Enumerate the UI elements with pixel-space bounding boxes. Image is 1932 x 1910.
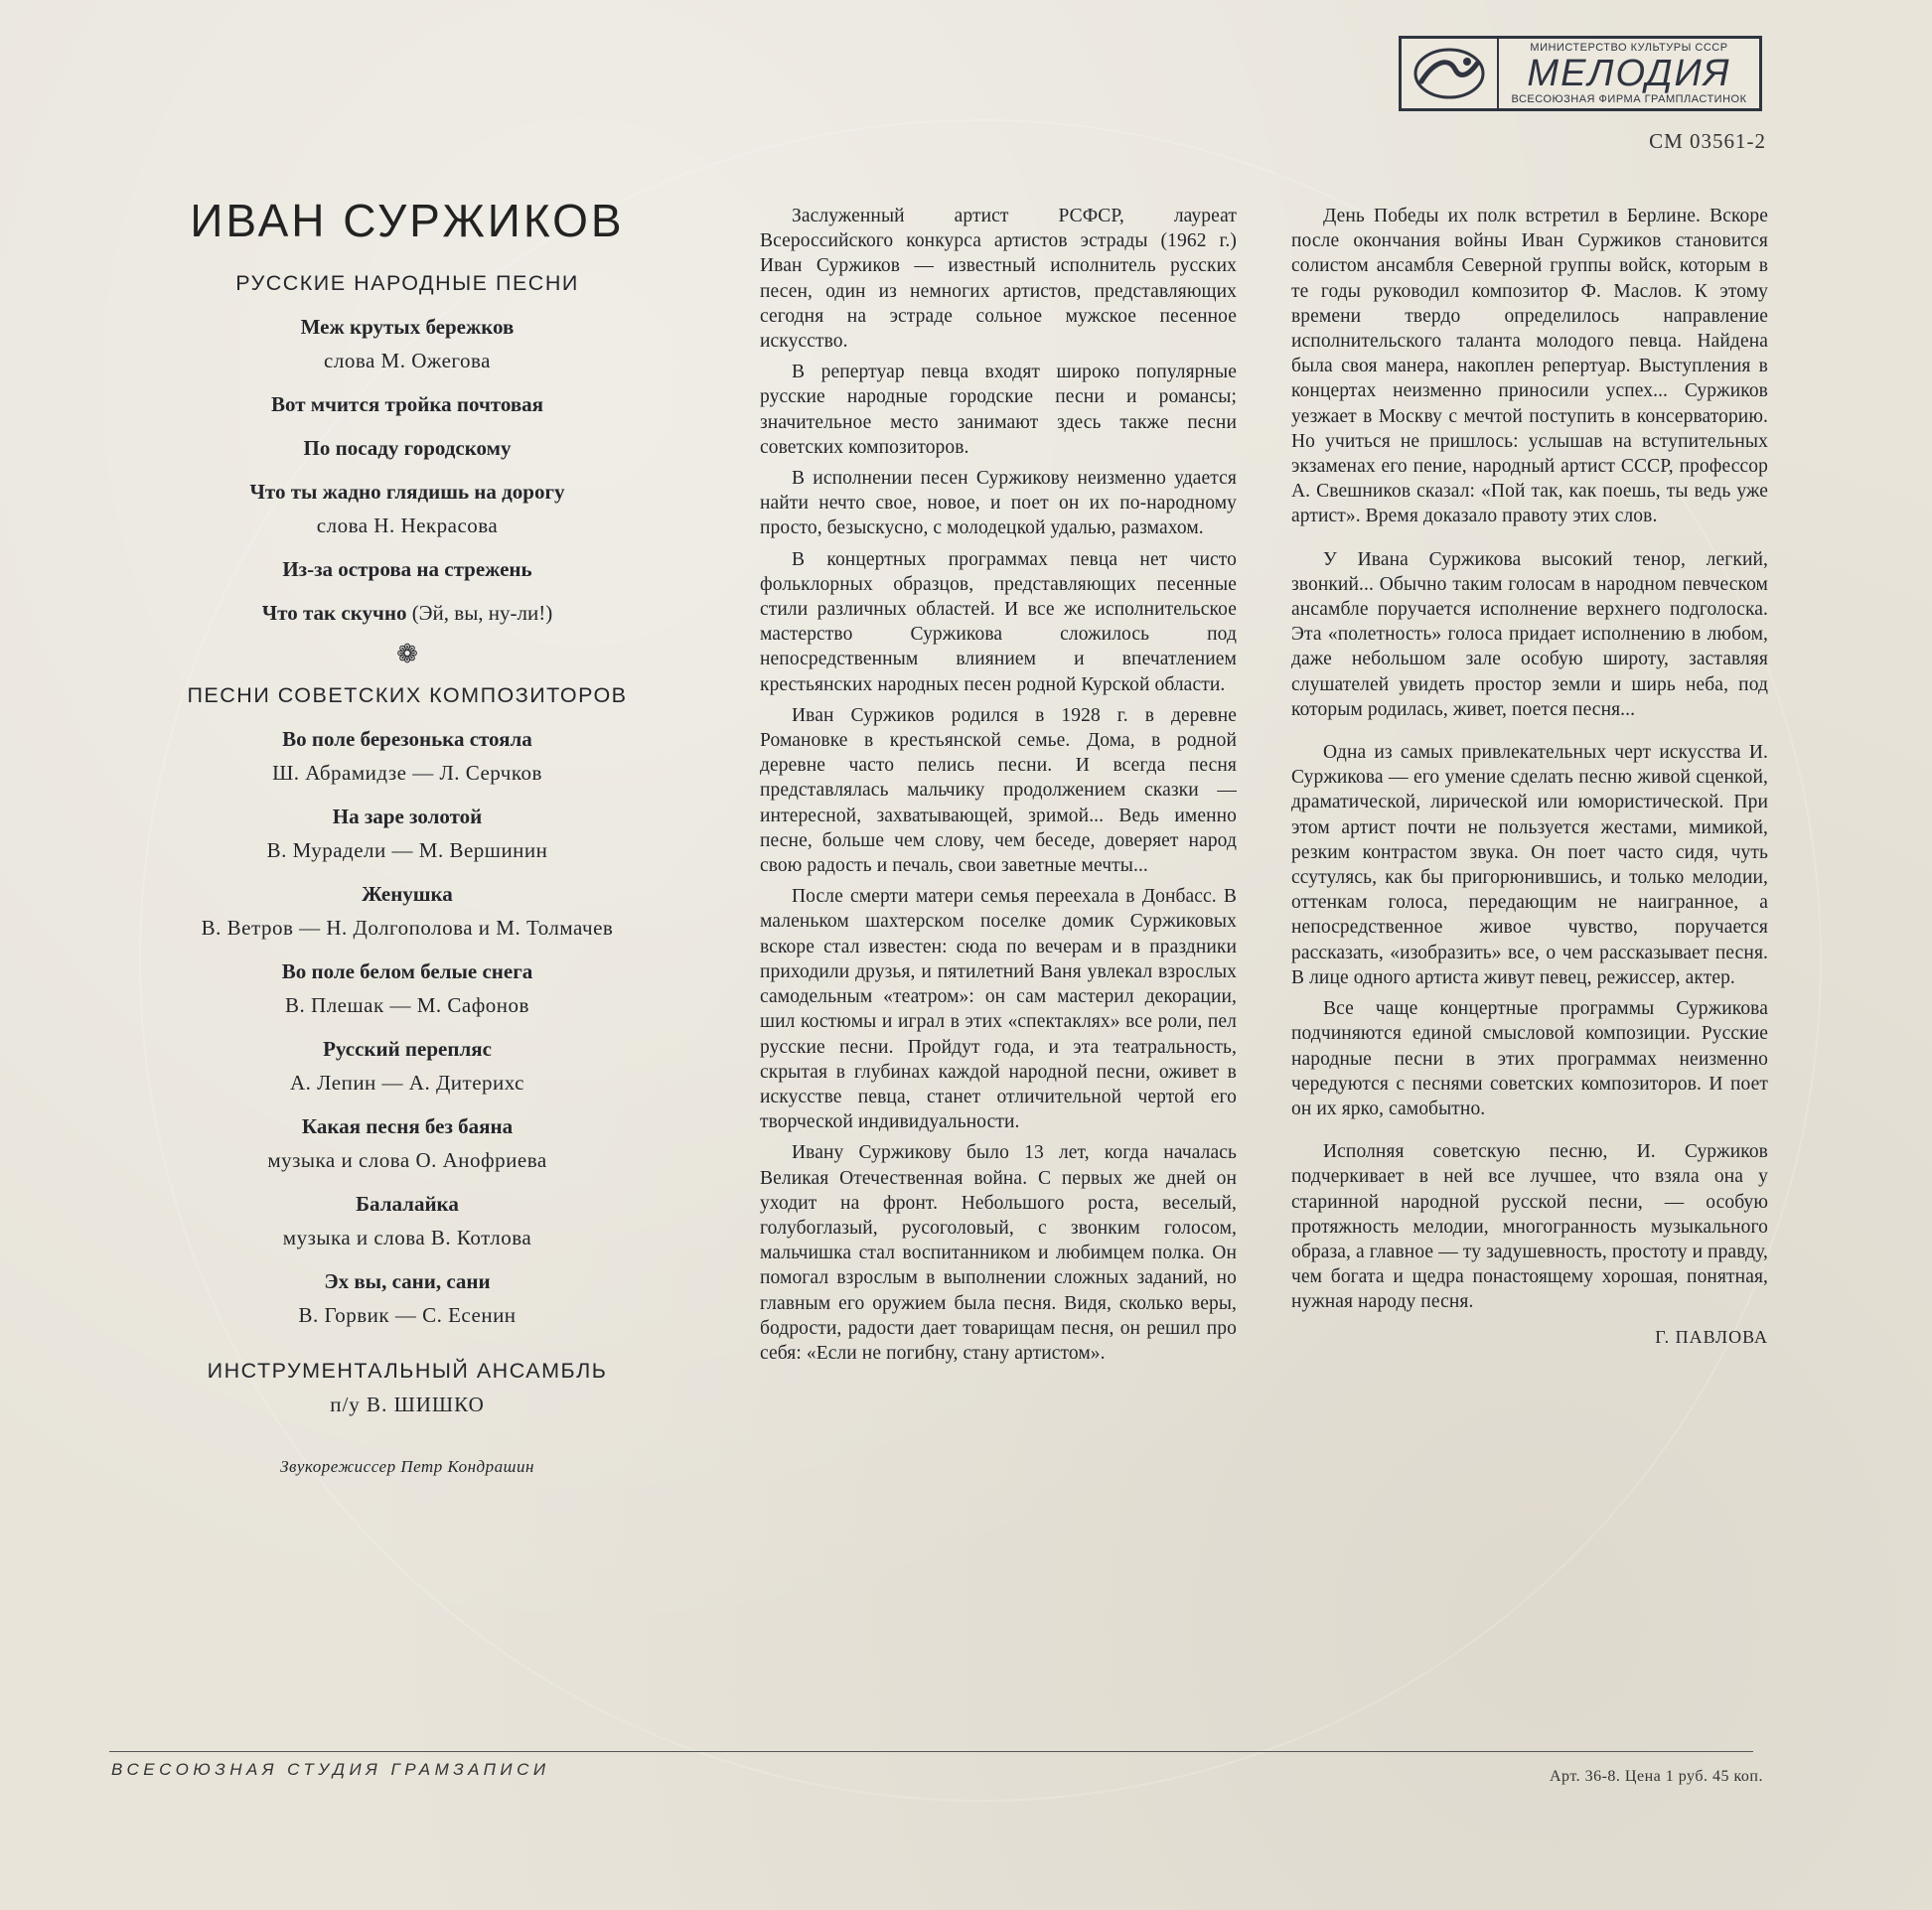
song-credit: слова М. Ожегова bbox=[324, 349, 491, 372]
liner-notes-column-3 bbox=[1291, 204, 1768, 1350]
song-credit: музыка и слова В. Котлова bbox=[282, 1226, 532, 1249]
paragraph: Все чаще концертные программы Суржикова подчиняются единой смысловой композиции. Русские народные песни в этих программах неизменно чередуются с песнями советских композиторов. И поет он их ярко, самобытно. bbox=[1291, 998, 1768, 1119]
song-title: Вот мчится тройка почтовая bbox=[270, 392, 544, 416]
song-credit: В. Мурадели — М. Вершинин bbox=[266, 838, 548, 862]
song-title: Эх вы, сани, сани bbox=[324, 1269, 491, 1293]
catalog-number: СМ 03561-2 bbox=[1649, 129, 1766, 153]
song-item bbox=[139, 387, 675, 421]
song-title: По посаду городскому bbox=[303, 436, 512, 460]
paragraph: День Победы их полк встретил в Берлине. Вскоре после окончания войны Иван Суржиков становится солистом ансамбля Северной группы войск, которым в те годы руководил композитор Ф. Маслов. К этому времени твердо определилось направление исполнительского таланта молодого певца. Найдена была своя манера, накоплен репертуар. Выступления в концертах неизменно приносили успех... Суржиков уезжает в Москву с мечтой поступить в консерваторию. Но учиться не пришлось: услышав на вступительных экзаменах его пение, народный артист СССР, профессор А. Свешников сказал: «Пой так, как поешь, ты ведь уже артист». Время доказало правоту этих слов. bbox=[1291, 206, 1768, 527]
song-item bbox=[139, 722, 675, 790]
song-credit: В. Горвик — С. Есенин bbox=[298, 1303, 517, 1327]
song-item bbox=[139, 431, 675, 465]
song-title-aside: (Эй, вы, ну-ли!) bbox=[411, 601, 553, 625]
melodiya-wordmark bbox=[1499, 39, 1759, 108]
section-folk-songs: РУССКИЕ НАРОДНЫЕ ПЕСНИ bbox=[235, 271, 579, 295]
song-credit: слова Н. Некрасова bbox=[316, 514, 499, 537]
song-item bbox=[139, 1264, 675, 1332]
ensemble-name: ИНСТРУМЕНТАЛЬНЫЙ АНСАМБЛЬ bbox=[207, 1359, 608, 1383]
song-title: Во поле белом белые снега bbox=[281, 959, 533, 983]
song-item bbox=[139, 552, 675, 586]
price-label: Арт. 36-8. Цена 1 руб. 45 коп. bbox=[1549, 1768, 1763, 1785]
song-title: Женушка bbox=[362, 882, 453, 906]
song-item bbox=[139, 475, 675, 542]
song-credit: Ш. Абрамидзе — Л. Серчков bbox=[272, 761, 542, 785]
song-credit: В. Плешак — М. Сафонов bbox=[285, 993, 529, 1017]
melodiya-emblem-icon bbox=[1402, 39, 1499, 108]
tracklist bbox=[139, 194, 675, 1477]
paragraph: После смерти матери семья переехала в Донбасс. В маленьком шахтерском поселке домик Суржиковых вскоре стал известен: сюда по вечерам и в праздники приходили друзья, и пятилетний Ваня увлекал взрослых самодельным «театром»: он сам мастерил декорации, шил костюмы и играл в этих «спектаклях» все роли, пел русские песни. Пройдут года, и эта театральность, скрытая в глубинах каждой народной песни, оживет в искусстве певца, станет отличительной чертой его творческой индивидуальности. bbox=[760, 886, 1237, 1133]
song-item bbox=[139, 955, 675, 1022]
author-signature: Г. ПАВЛОВА bbox=[1655, 1326, 1768, 1347]
song-title-main: Что так скучно bbox=[261, 601, 407, 625]
song-item bbox=[139, 877, 675, 945]
paragraph: Ивану Суржикову было 13 лет, когда началась Великая Отечественная война. С первых же дней он уходит на фронт. Небольшого роста, веселый, голубоглазый, русоголовый, с звонким голосом, мальчишка стал воспитанником и любимцем полка. Он помогал взрослым в выполнении сложных заданий, но главным его оружием была песня. Видя, сколько веры, бодрости, радости дает товарищам песня, он решил про себя: «Если не погибну, стану артистом». bbox=[760, 1142, 1237, 1364]
logo-brand: МЕЛОДИЯ bbox=[1527, 53, 1731, 94]
liner-notes-column-2 bbox=[760, 204, 1237, 1372]
song-item bbox=[139, 1032, 675, 1100]
artist-name: ИВАН СУРЖИКОВ bbox=[190, 195, 625, 246]
paragraph: Одна из самых привлекательных черт искусства И. Суржикова — его умение сделать песню живой сценкой, драматической, лирической или юмористической. При этом артист почти не пользуется жестами, мимикой, резким контрастом звука. Он поет часто сидя, чуть ссутулясь, как бы пригорюнившись, и только мелодии, оттенкам голоса, передающим не наигранное, а непосредственное живое чувство, поручается рассказать, «изобразить» все, о чем рассказывает песня. В лице одного артиста живут певец, режиссер, актер. bbox=[1291, 742, 1768, 988]
song-title: Какая песня без баяна bbox=[301, 1114, 514, 1138]
song-title: Меж крутых бережков bbox=[300, 315, 515, 339]
paragraph: У Ивана Суржикова высокий тенор, легкий, звонкий... Обычно таким голосам в народном певческом ансамбле поручается исполнение верхнего подголоска. Эта «полетность» голоса придает исполнению в любом, даже небольшом зале особую широту, заставляя слушателей увидеть простор земли и ширь неба, под которым родилась, живет, поется песня... bbox=[1291, 548, 1768, 720]
song-title: Что ты жадно глядишь на дорогу bbox=[249, 480, 565, 504]
song-title: Из-за острова на стрежень bbox=[282, 557, 532, 581]
section-soviet-songs: ПЕСНИ СОВЕТСКИХ КОМПОЗИТОРОВ bbox=[187, 683, 628, 707]
studio-name: ВСЕСОЮЗНАЯ СТУДИЯ ГРАМЗАПИСИ bbox=[111, 1760, 550, 1779]
paragraph: В репертуар певца входят широко популярные русские народные городские песни и романсы; значительное место занимают здесь также песни советских композиторов. bbox=[760, 362, 1237, 458]
paragraph: В концертных программах певца нет чисто фольклорных образцов, представляющих песенные стили различных областей. И все же исполнительское мастерство Суржикова сложилось под непосредственным влиянием и впечатлением крестьянских народных песен родной Курской области. bbox=[760, 548, 1237, 695]
song-title bbox=[139, 596, 675, 630]
song-title: Во поле березонька стояла bbox=[282, 727, 532, 751]
song-credit: А. Лепин — А. Дитерихс bbox=[290, 1071, 524, 1095]
footer-divider bbox=[109, 1751, 1753, 1752]
flower-divider-icon: ❁ bbox=[396, 640, 418, 668]
song-item bbox=[139, 310, 675, 377]
song-title: На заре золотой bbox=[332, 805, 483, 828]
song-item bbox=[139, 1109, 675, 1177]
melodiya-logo bbox=[1399, 36, 1762, 111]
song-title: Русский перепляс bbox=[323, 1037, 492, 1061]
song-title: Балалайка bbox=[356, 1192, 459, 1216]
song-credit: музыка и слова О. Анофриева bbox=[267, 1148, 547, 1172]
ensemble-block bbox=[139, 1354, 675, 1421]
song-credit: В. Ветров — Н. Долгополова и М. Толмачев bbox=[201, 916, 614, 940]
paragraph: Исполняя советскую песню, И. Суржиков подчеркивает в ней все лучшее, что взяла она у старинной народной русской песни, — особую протяжность мелодии, многогранность музыкального образа, а главное — ту задушевность, простоту и правду, чем богата и щедра понастоящему хорошая, понятная, нужная народу песня. bbox=[1291, 1141, 1768, 1313]
paragraph: В исполнении песен Суржикову неизменно удается найти нечто свое, новое, и поет он их по-народному просто, безыскусно, с молодецкой удалью, размахом. bbox=[760, 468, 1237, 539]
logo-firm: ВСЕСОЮЗНАЯ ФИРМА ГРАМПЛАСТИНОК bbox=[1511, 93, 1747, 105]
paragraph: Заслуженный артист РСФСР, лауреат Всероссийского конкурса артистов эстрады (1962 г.) Иван Суржиков — известный исполнитель русских песен, один из немногих артистов, представляющих сегодня на эстраде сольное мужское песенное искусство. bbox=[760, 206, 1237, 353]
paragraph: Иван Суржиков родился в 1928 г. в деревне Романовке в крестьянской семье. Дома, в родной деревне часто пелись песни. И всегда песня представлялась мальчику продолжением сказки — интересной, захватывающей, зримой... Ведь именно песне, больше чем слову, чем беседе, доверяет народ свою радость и печаль, свои заветные мечты... bbox=[760, 704, 1237, 877]
song-item bbox=[139, 596, 675, 630]
song-item bbox=[139, 800, 675, 867]
logo-ministry: МИНИСТЕРСТВО КУЛЬТУРЫ СССР bbox=[1530, 42, 1728, 54]
ensemble-leader: п/у В. ШИШКО bbox=[330, 1393, 485, 1416]
sound-engineer: Звукорежиссер Петр Кондрашин bbox=[280, 1457, 534, 1476]
song-item bbox=[139, 1187, 675, 1254]
